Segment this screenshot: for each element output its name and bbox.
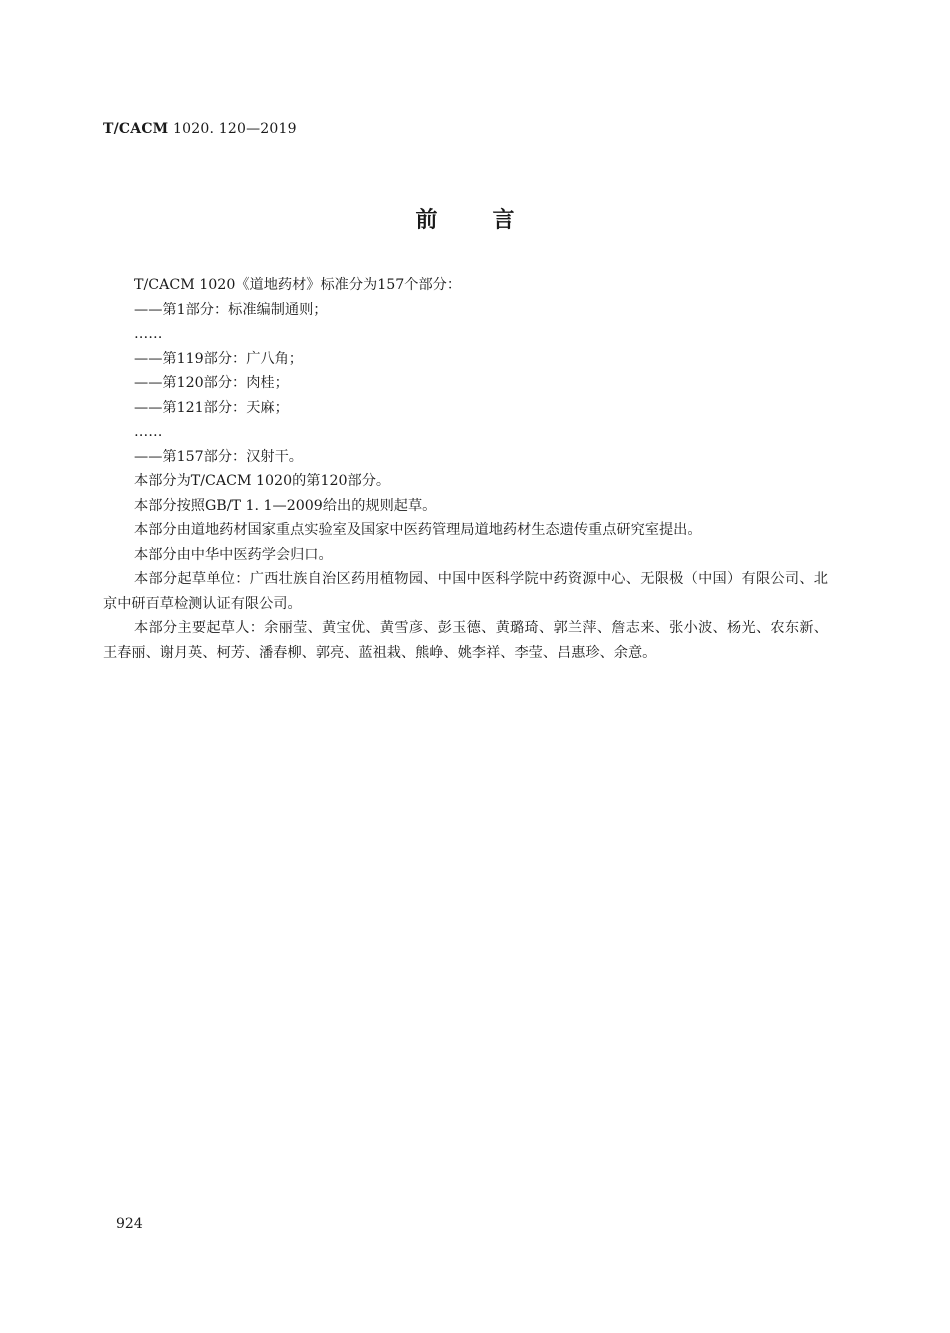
paragraph-centralized-by: 本部分由中华中医药学会归口。 bbox=[134, 546, 333, 563]
foreword-body bbox=[103, 273, 828, 665]
paragraph-this-part: 本部分为T/CACM 1020的第120部分。 bbox=[134, 473, 391, 489]
standard-code-header bbox=[103, 121, 297, 137]
paragraph-part-157: ——第157部分：汉射干。 bbox=[134, 448, 303, 465]
paragraph-drafting-units: 本部分起草单位：广西壮族自治区药用植物园、中国中医科学院中药资源中心、无限极（中国）有限公司、北京中研百草检测认证有限公司。 bbox=[103, 571, 828, 612]
paragraph-part-1: ——第1部分：标准编制通则； bbox=[134, 301, 328, 318]
paragraph-drafting-rules: 本部分按照GB/T 1. 1—2009给出的规则起草。 bbox=[134, 497, 437, 514]
standard-code-number: 1020. 120—2019 bbox=[168, 121, 297, 137]
paragraph-proposer: 本部分由道地药材国家重点实验室及国家中医药管理局道地药材生态遗传重点研究室提出。 bbox=[134, 522, 702, 538]
paragraph-part-121: ——第121部分：天麻； bbox=[134, 399, 289, 416]
standard-code-prefix: T/CACM bbox=[103, 121, 169, 137]
paragraph-parts-overview: T/CACM 1020《道地药材》标准分为157个部分： bbox=[134, 277, 462, 293]
paragraph-part-119: ——第119部分：广八角； bbox=[134, 350, 303, 367]
page-number: 924 bbox=[116, 1216, 143, 1232]
paragraph-ellipsis-2: …… bbox=[134, 424, 163, 440]
paragraph-main-drafters: 本部分主要起草人：余丽莹、黄宝优、黄雪彦、彭玉德、黄璐琦、郭兰萍、詹志来、张小波、杨光、农东新、王春丽、谢月英、柯芳、潘春柳、郭亮、蓝祖栽、熊峥、姚李祥、李莹、吕惠珍、余意。 bbox=[103, 620, 828, 661]
page-title: 前言 bbox=[415, 207, 570, 233]
paragraph-part-120: ——第120部分：肉桂； bbox=[134, 375, 289, 391]
paragraph-ellipsis-1: …… bbox=[134, 326, 163, 342]
